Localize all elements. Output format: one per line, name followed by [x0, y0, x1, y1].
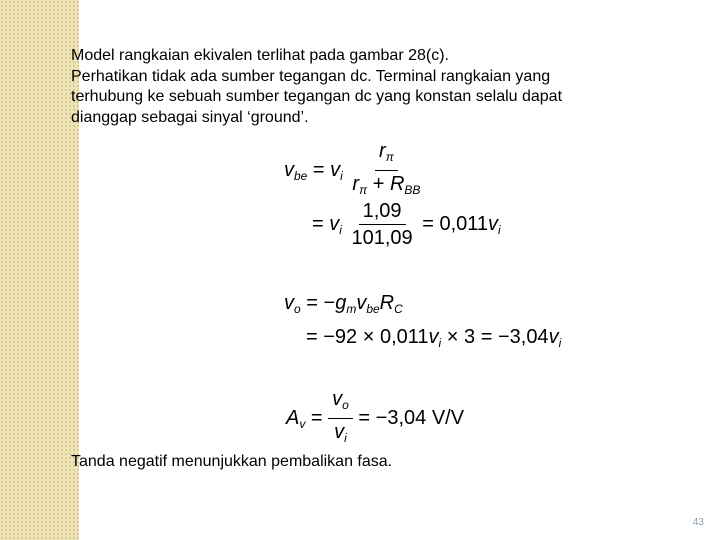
eq-denominator: 101,09 [351, 227, 413, 249]
eq-symbol: v [334, 421, 345, 443]
eq-symbol: v [329, 212, 340, 235]
eq-symbol: v [332, 388, 343, 410]
eq-operator: − [323, 292, 336, 314]
eq-equals: = [310, 406, 323, 429]
eq-symbol: g [335, 292, 347, 314]
closing-paragraph: Tanda negatif menunjukkan pembalikan fasa. [71, 453, 393, 470]
eq-symbol: v [488, 212, 499, 235]
equation-vo-definition [284, 292, 403, 316]
eq-equals: = [306, 292, 318, 314]
eq-equals: = [306, 326, 318, 348]
eq-symbol: v [428, 326, 439, 348]
equation-vbe-numeric [312, 200, 501, 249]
eq-equals: = [358, 406, 371, 429]
eq-symbol: v [284, 158, 294, 181]
equation-vbe-definition [284, 140, 424, 201]
eq-subscript: i [498, 222, 501, 237]
eq-subscript: m [346, 302, 357, 316]
equation-vo-numeric [306, 326, 561, 350]
eq-value: 0,011 [439, 212, 489, 235]
eq-symbol: R [389, 173, 405, 195]
intro-line-3: terhubung ke sebuah sumber tegangan dc yang konstan selalu dapat [71, 88, 563, 105]
eq-subscript: be [294, 168, 308, 183]
eq-subscript: be [366, 302, 380, 316]
decorative-side-strip [0, 0, 79, 540]
intro-line-4: dianggap sebagai sinyal ‘ground’. [71, 108, 309, 126]
intro-paragraph [71, 46, 562, 128]
eq-subscript: o [342, 398, 349, 412]
eq-subscript: v [299, 416, 306, 431]
eq-subscript: i [438, 336, 442, 350]
eq-equals: = [422, 212, 434, 235]
eq-subscript: π [359, 183, 368, 197]
eq-symbol: r [352, 173, 360, 195]
intro-line-1: Model rangkaian ekivalen terlihat pada gambar 28(c). [71, 47, 449, 64]
eq-fraction [328, 388, 353, 449]
eq-expression: × 3 [446, 326, 476, 348]
eq-expression: −92 × 0,011 [323, 326, 429, 348]
intro-line-2: Perhatikan tidak ada sumber tegangan dc. Terminal rangkaian yang [71, 67, 551, 85]
eq-symbol: A [286, 406, 300, 429]
eq-symbol: v [284, 292, 294, 314]
eq-value: −3,04 V/V [375, 406, 465, 429]
eq-operator: + [372, 173, 385, 195]
eq-subscript: i [344, 431, 347, 445]
eq-equals: = [480, 326, 493, 348]
equation-voltage-gain [286, 388, 464, 449]
eq-symbol: r [379, 140, 386, 162]
eq-equals: = [312, 158, 325, 181]
eq-equals: = [312, 212, 324, 235]
eq-value: −3,04 [497, 326, 549, 348]
eq-symbol: R [379, 292, 395, 314]
eq-subscript: C [394, 302, 403, 316]
eq-subscript: i [339, 222, 342, 237]
eq-fraction [347, 200, 416, 249]
eq-symbol: v [548, 326, 559, 348]
eq-numerator: 1,09 [359, 200, 406, 225]
eq-subscript: i [558, 336, 562, 350]
eq-fraction [348, 140, 424, 201]
eq-subscript: BB [404, 183, 421, 197]
eq-subscript: π [385, 150, 394, 164]
eq-symbol: v [356, 292, 367, 314]
eq-symbol: v [330, 158, 341, 181]
eq-subscript: i [340, 168, 343, 183]
page-number: 43 [692, 517, 704, 528]
eq-subscript: o [294, 302, 301, 316]
